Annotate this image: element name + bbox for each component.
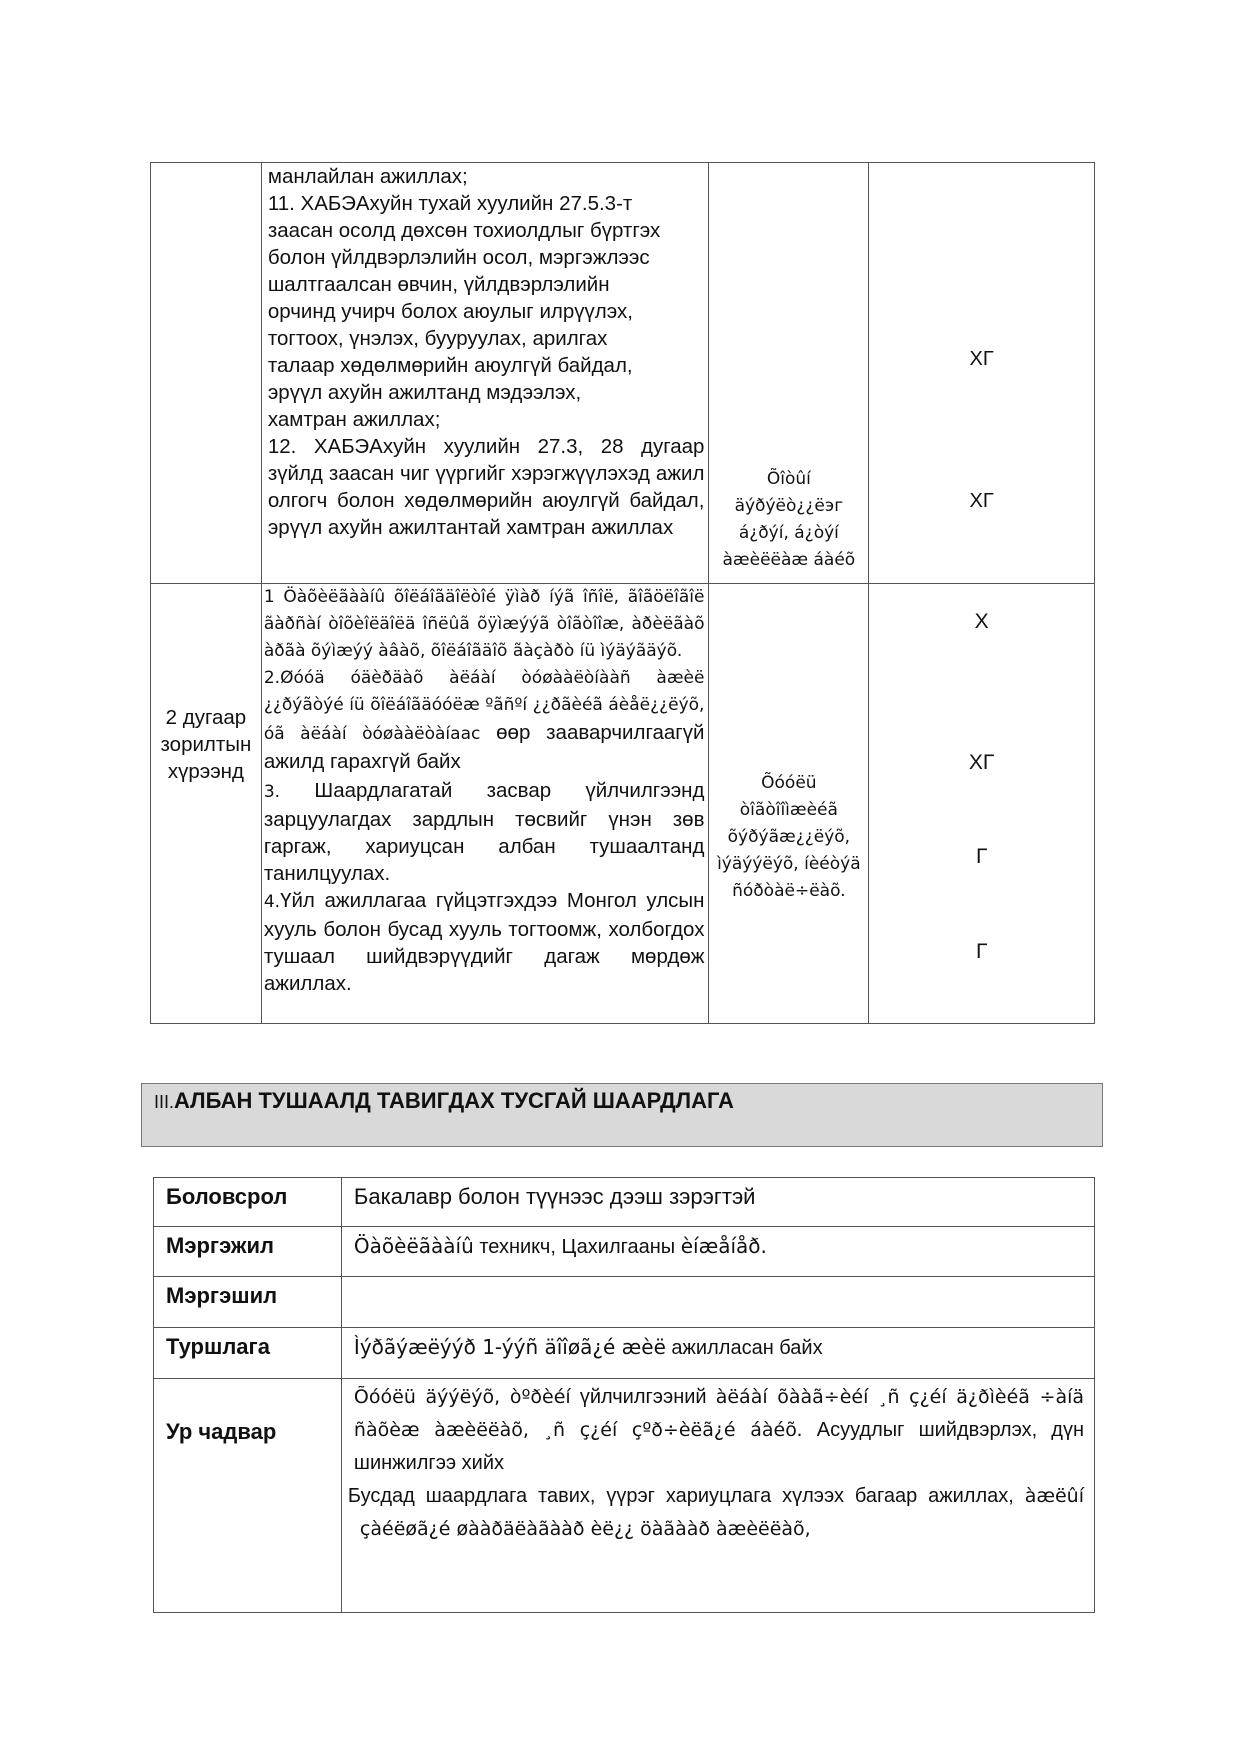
level-cell (869, 584, 1095, 1024)
level-value: Г (975, 845, 988, 868)
goal-label: 2 дугаар зорилтын хүрээнд (160, 706, 252, 783)
responsible-line: òîãòîîìæèéã (739, 800, 838, 820)
responsible-line: õýðýãæ¿¿ëýõ, (727, 827, 851, 847)
duty-item-text: Үйл ажиллагаа гүйцэтгэхдээ Монгол улсын хууль болон бусад хууль тогтоомж, холбогдох тушаал шийдвэрүүдийг дагаж мөрдөж ажиллах. (263, 889, 705, 995)
requirements-table (153, 1177, 1095, 1613)
skill-text: Бусдад шаардлага тавих, үүрэг хариуцлага хүлээх багаар ажиллах, (347, 1485, 1025, 1507)
skill-text: àëáàí õààã÷èéí ¸ñ ç¿éí ä¿ðìèéã ÷àíä ñàõèæ àæèëëàõ, ¸ñ ç¿éí çºð÷èëã¿é áàéõ. (353, 1386, 1085, 1441)
goal-cell (151, 584, 262, 1024)
duty-item-text: 2.Øóóä óäèðäàõ àëáàí òóøààëòíààñ àæèë ¿¿ðýãòýé íü õîëáîãäóóëæ ºãñºí ¿¿ðãèéã áèåë¿¿ëýõ, óã àëáàí òóøààëòàíаас (263, 668, 705, 744)
duty-line: талаар хөдөлмөрийн аюулгүй байдал, (267, 354, 633, 377)
section-number: III. (154, 1092, 175, 1112)
section-title: АЛБАН ТУШААЛД ТАВИГДАХ ТУСГАЙ ШААРДЛАГА (174, 1088, 734, 1113)
education-label: Боловсрол (154, 1178, 342, 1227)
skill-value (341, 1379, 1094, 1613)
level-value: ХГ (969, 490, 994, 512)
responsible-line: ìýäýýëýõ, íèéòýä (717, 854, 861, 874)
responsible-line: ñóðòàë÷ëàõ. (732, 881, 846, 901)
duty-line: заасан осолд дөхсөн тохиолдлыг бүртгэх (267, 219, 661, 242)
duty-line: манлайлан ажиллах; (267, 165, 468, 188)
skill-text: àæëûí çàéëøã¿é øààðäëàãààð èë¿¿ öàãààð àæèëëàõ, (359, 1485, 1084, 1540)
specialty-label: Мэргэшил (154, 1277, 342, 1328)
responsible-line: äýðýëò¿¿ëэг (734, 496, 844, 516)
table-row (154, 1277, 1095, 1328)
responsible-line: Õóóëü (761, 773, 817, 793)
level-value: Г (975, 940, 988, 963)
responsible-cell (709, 584, 869, 1024)
duty-cell (261, 163, 709, 584)
item-number: 4. (263, 892, 281, 912)
responsible-line: Õîòûí (766, 469, 811, 489)
skill-text: Õóóëü äýýëýõ, òºðèéí (353, 1386, 571, 1408)
table-row (151, 584, 1095, 1024)
experience-value (341, 1328, 1094, 1379)
duty-item (264, 777, 705, 887)
duty-item: 1 Öàõèëãààíû õîëáîãäîëòîé ÿìàð íýã îñîë, ãîãöëîãîë ãàðñàí òîõèîëäîëä îñëûã õÿìæýýã òîãòîîæ, àðèëãàõ àðãà õýìæýý àâàõ, õîëáîãäîõ ãàçàðò íü ìýäýãäýõ. (263, 587, 705, 661)
experience-text: ажилласан байх (665, 1337, 823, 1359)
education-value: Бакалавр болон түүнээс дээш зэрэгтэй (341, 1178, 1094, 1227)
level-cell (869, 163, 1095, 584)
table-row (154, 1227, 1095, 1277)
table-row (151, 163, 1095, 584)
duties-table (150, 162, 1095, 1024)
duty-paragraph: 12. ХАБЭАхуйн хуулийн 27.3, 28 дугаар зүйлд заасан чиг үүргийг хэрэгжүүлэхэд ажил олгогч болон хөдөлмөрийн аюулгүй байдал, эрүүл ахуйн ажилтантай хамтран ажиллах (267, 435, 705, 539)
duty-line: болон үйлдвэрлэлийн осол, мэргэжлээс (267, 246, 650, 269)
specialty-value (341, 1277, 1094, 1328)
profession-value (341, 1227, 1094, 1277)
section-heading (141, 1083, 1103, 1147)
responsible-line: á¿ðýí, á¿òýí (738, 523, 839, 543)
responsible-cell (709, 163, 869, 584)
item-number: 3. (263, 782, 281, 802)
duty-line: шалтгаалсан өвчин, үйлдвэрлэлийн (267, 273, 610, 296)
responsible-text (709, 770, 868, 905)
profession-text: Öàõèëãààíû (353, 1234, 474, 1258)
responsible-text (709, 466, 868, 574)
profession-label: Мэргэжил (154, 1227, 342, 1277)
duty-line: тогтоох, үнэлэх, бууруулах, арилгах (267, 327, 608, 350)
duty-item (264, 887, 705, 997)
table-row (154, 1178, 1095, 1227)
duty-line: 11. ХАБЭАхуйн тухай хуулийн 27.5.3-т (267, 192, 633, 215)
profession-text: техникч, Цахилгааны (473, 1236, 681, 1258)
level-value: ХГ (968, 751, 995, 774)
skill-paragraph (348, 1381, 1084, 1480)
skill-text: Асуудлыг шийдвэрлэх, дүн шинжилгээ хийх (353, 1419, 1084, 1474)
level-value: Х (974, 610, 989, 633)
duty-item (264, 665, 705, 777)
table-row (154, 1328, 1095, 1379)
level-value: ХГ (969, 348, 994, 370)
duty-cell (261, 584, 709, 1024)
duty-line: орчинд учирч болох аюулыг илрүүлэх, (267, 300, 633, 323)
duty-item-text: өөр зааварчилгаагүй ажилд гарахгүй байх (263, 721, 705, 773)
skill-paragraph (348, 1480, 1084, 1546)
table-row (154, 1379, 1095, 1613)
duty-line: эрүүл ахуйн ажилтанд мэдээлэх, (267, 381, 582, 404)
profession-text: èíæåíåð. (680, 1234, 767, 1258)
duty-items (262, 584, 709, 997)
duty-lines (262, 163, 709, 541)
responsible-line: àæèëëàæ áàéõ (722, 550, 856, 570)
skill-text: үйлчилгээний (570, 1386, 716, 1408)
skill-label: Ур чадвар (154, 1379, 342, 1613)
duty-item-text: Шаардлагатай засвар үйлчилгээнд зарцуулагдах зардлын төсвийг үнэн зөв гаргаж, хариуцсан албан тушаалтанд танилцуулах. (263, 779, 705, 885)
experience-text: Ìýðãýæëýýð 1-ýýñ äîîøã¿é æèë (353, 1335, 666, 1359)
goal-cell (151, 163, 262, 584)
experience-label: Туршлага (154, 1328, 342, 1379)
duty-line: хамтран ажиллах; (267, 408, 441, 431)
